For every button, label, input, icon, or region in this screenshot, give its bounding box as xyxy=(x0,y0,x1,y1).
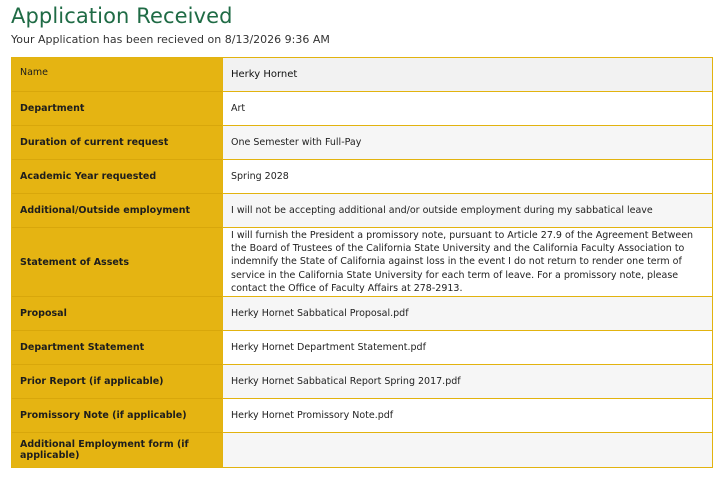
department-value: Art xyxy=(222,92,712,126)
row-outside-employment xyxy=(12,194,712,228)
prior-report-label: Prior Report (if applicable) xyxy=(12,365,222,399)
outside-employment-value: I will not be accepting additional and/or outside employment during my sabbatical leave xyxy=(222,194,712,228)
statement-of-assets-label: Statement of Assets xyxy=(12,228,222,297)
application-summary-table xyxy=(11,57,713,468)
academic-year-label: Academic Year requested xyxy=(12,160,222,194)
promissory-note-file: Herky Hornet Promissory Note.pdf xyxy=(222,399,712,433)
row-statement-of-assets xyxy=(12,228,712,297)
row-name xyxy=(12,58,712,92)
department-label: Department xyxy=(12,92,222,126)
row-academic-year xyxy=(12,160,712,194)
prior-report-file: Herky Hornet Sabbatical Report Spring 2017.pdf xyxy=(222,365,712,399)
proposal-file: Herky Hornet Sabbatical Proposal.pdf xyxy=(222,297,712,331)
department-statement-label: Department Statement xyxy=(12,331,222,365)
row-department xyxy=(12,92,712,126)
promissory-note-label: Promissory Note (if applicable) xyxy=(12,399,222,433)
additional-employment-form-label: Additional Employment form (if applicable) xyxy=(12,433,222,467)
statement-of-assets-value: I will furnish the President a promissory note, pursuant to Article 27.9 of the Agreement Between the Board of Trustees of the California State University and the California Faculty Association to indemnify the State of California against loss in the event I do not return to render one term of service in the California State University for each term of leave. For a promissory note, please contact the Office of Faculty Affairs at 278-2913. xyxy=(222,228,712,297)
row-prior-report xyxy=(12,365,712,399)
row-additional-employment-form xyxy=(12,433,712,467)
name-label: Name xyxy=(12,58,222,92)
academic-year-value: Spring 2028 xyxy=(222,160,712,194)
additional-employment-form-value xyxy=(222,433,712,467)
row-promissory-note xyxy=(12,399,712,433)
proposal-label: Proposal xyxy=(12,297,222,331)
row-department-statement xyxy=(12,331,712,365)
outside-employment-label: Additional/Outside employment xyxy=(12,194,222,228)
row-proposal xyxy=(12,297,712,331)
row-duration xyxy=(12,126,712,160)
received-timestamp-text: Your Application has been recieved on 8/13/2026 9:36 AM xyxy=(11,33,330,46)
duration-label: Duration of current request xyxy=(12,126,222,160)
name-value: Herky Hornet xyxy=(222,58,712,92)
page-title: Application Received xyxy=(11,4,233,28)
department-statement-file: Herky Hornet Department Statement.pdf xyxy=(222,331,712,365)
duration-value: One Semester with Full-Pay xyxy=(222,126,712,160)
